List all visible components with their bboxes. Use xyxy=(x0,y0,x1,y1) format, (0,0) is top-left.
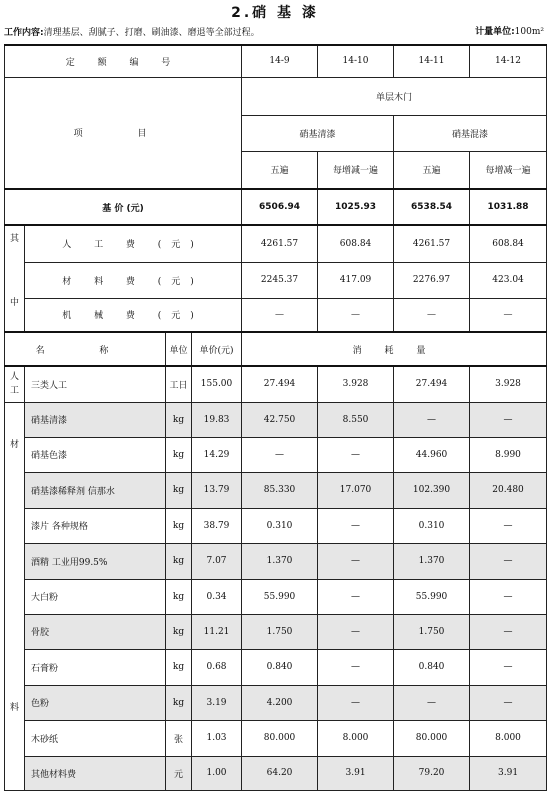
resource-qty: 80.000 xyxy=(394,720,470,756)
cost-value: 2245.37 xyxy=(242,262,318,298)
cost-label: 人 工 费 (元) xyxy=(25,225,242,262)
resource-unit: kg xyxy=(166,685,192,720)
resource-qty: 3.928 xyxy=(318,366,394,402)
resource-qty: 1.370 xyxy=(242,543,318,579)
resource-unit: 张 xyxy=(166,720,192,756)
cost-row-machine xyxy=(5,298,547,332)
page-title: 2.硝 基 漆 xyxy=(231,5,319,21)
resource-qty: 42.750 xyxy=(242,402,318,437)
resource-qty: 0.310 xyxy=(394,508,470,543)
resource-name: 硝基色漆 xyxy=(25,437,166,472)
material-row xyxy=(5,614,547,649)
resource-qty: — xyxy=(318,614,394,649)
resource-name: 三类人工 xyxy=(25,366,166,402)
resource-unit: kg xyxy=(166,543,192,579)
resource-qty: 0.840 xyxy=(394,649,470,685)
resource-name: 其他材料费 xyxy=(25,756,166,790)
item-label: 项 目 xyxy=(5,77,242,189)
consumption-header-row xyxy=(5,332,547,366)
resource-price: 0.34 xyxy=(192,579,242,614)
resource-qty: — xyxy=(318,543,394,579)
cost-value: 423.04 xyxy=(470,262,547,298)
name-col-label: 名 称 xyxy=(5,332,166,366)
resource-qty: 8.990 xyxy=(470,437,547,472)
resource-qty: — xyxy=(394,402,470,437)
unit-col-label: 单位 xyxy=(166,332,192,366)
resource-qty: 8.000 xyxy=(318,720,394,756)
pass-label: 五遍 xyxy=(394,151,470,189)
resource-name: 色粉 xyxy=(25,685,166,720)
resource-price: 13.79 xyxy=(192,472,242,508)
resource-qty: 80.000 xyxy=(242,720,318,756)
resource-qty: 27.494 xyxy=(242,366,318,402)
consumption-label: 消 耗 量 xyxy=(242,332,547,366)
cost-label: 机 械 费 (元) xyxy=(25,298,242,332)
resource-unit: kg xyxy=(166,579,192,614)
material-row xyxy=(5,472,547,508)
resource-name: 木砂纸 xyxy=(25,720,166,756)
subgroup-label: 硝基混漆 xyxy=(394,115,547,151)
work-content-text: 清理基层、刮腻子、打磨、刷油漆、磨退等全部过程。 xyxy=(43,28,260,38)
measurement-unit xyxy=(475,24,544,37)
labor-category: 人工 xyxy=(5,366,25,402)
resource-qty: 64.20 xyxy=(242,756,318,790)
resource-qty: — xyxy=(318,437,394,472)
quota-code: 14-10 xyxy=(318,45,394,77)
resource-unit: kg xyxy=(166,508,192,543)
resource-name: 骨胶 xyxy=(25,614,166,649)
quota-table xyxy=(4,44,547,791)
material-category-top: 材 xyxy=(9,439,19,450)
resource-qty: 20.480 xyxy=(470,472,547,508)
resource-qty: 1.750 xyxy=(242,614,318,649)
resource-qty: — xyxy=(470,402,547,437)
material-category-bottom: 料 xyxy=(9,702,19,713)
pass-label: 每增减一遍 xyxy=(318,151,394,189)
resource-qty: — xyxy=(318,685,394,720)
resource-qty: — xyxy=(470,614,547,649)
base-price-value: 1025.93 xyxy=(318,189,394,225)
cost-value: 608.84 xyxy=(470,225,547,262)
resource-qty: 44.960 xyxy=(394,437,470,472)
material-row xyxy=(5,649,547,685)
item-group-row xyxy=(5,77,547,115)
material-category xyxy=(5,402,25,790)
resource-qty: 55.990 xyxy=(242,579,318,614)
base-price-row xyxy=(5,189,547,225)
resource-qty: 3.91 xyxy=(470,756,547,790)
qizhong-label xyxy=(5,225,25,332)
resource-qty: 8.000 xyxy=(470,720,547,756)
cost-value: 608.84 xyxy=(318,225,394,262)
cost-value: 2276.97 xyxy=(394,262,470,298)
resource-unit: 工日 xyxy=(166,366,192,402)
resource-name: 石膏粉 xyxy=(25,649,166,685)
material-row xyxy=(5,508,547,543)
resource-unit: kg xyxy=(166,614,192,649)
cost-value: 4261.57 xyxy=(242,225,318,262)
cost-value: — xyxy=(394,298,470,332)
cost-row-labor xyxy=(5,225,547,262)
base-price-value: 6538.54 xyxy=(394,189,470,225)
resource-price: 7.07 xyxy=(192,543,242,579)
resource-name: 硝基清漆 xyxy=(25,402,166,437)
resource-price: 155.00 xyxy=(192,366,242,402)
resource-name: 酒精 工业用99.5% xyxy=(25,543,166,579)
material-row xyxy=(5,720,547,756)
resource-price: 11.21 xyxy=(192,614,242,649)
resource-qty: — xyxy=(318,579,394,614)
price-col-label: 单价(元) xyxy=(192,332,242,366)
subgroup-label: 硝基清漆 xyxy=(242,115,394,151)
qizhong-top: 其 xyxy=(9,234,19,244)
resource-qty: 3.928 xyxy=(470,366,547,402)
resource-qty: 55.990 xyxy=(394,579,470,614)
quota-code-row xyxy=(5,45,547,77)
resource-qty: — xyxy=(242,437,318,472)
work-content-label: 工作内容: xyxy=(4,28,44,38)
pass-label: 每增减一遍 xyxy=(470,151,547,189)
resource-qty: 102.390 xyxy=(394,472,470,508)
resource-price: 14.29 xyxy=(192,437,242,472)
resource-qty: 79.20 xyxy=(394,756,470,790)
resource-price: 1.03 xyxy=(192,720,242,756)
resource-name: 硝基漆稀释剂 信那水 xyxy=(25,472,166,508)
material-row xyxy=(5,437,547,472)
cost-value: 4261.57 xyxy=(394,225,470,262)
material-rows xyxy=(5,402,547,790)
pass-label: 五遍 xyxy=(242,151,318,189)
group-label: 单层木门 xyxy=(242,77,547,115)
base-price-value: 6506.94 xyxy=(242,189,318,225)
measurement-unit-value: 100m² xyxy=(514,27,544,37)
resource-qty: — xyxy=(318,649,394,685)
resource-unit: kg xyxy=(166,437,192,472)
resource-qty: 0.310 xyxy=(242,508,318,543)
resource-qty: 1.750 xyxy=(394,614,470,649)
qizhong-bottom: 中 xyxy=(9,298,19,308)
cost-value: 417.09 xyxy=(318,262,394,298)
resource-price: 1.00 xyxy=(192,756,242,790)
labor-row xyxy=(5,366,547,402)
resource-qty: — xyxy=(394,685,470,720)
material-row xyxy=(5,579,547,614)
material-row xyxy=(5,402,547,437)
resource-price: 3.19 xyxy=(192,685,242,720)
resource-qty: 27.494 xyxy=(394,366,470,402)
cost-value: — xyxy=(318,298,394,332)
material-row xyxy=(5,685,547,720)
cost-value: — xyxy=(242,298,318,332)
work-content xyxy=(4,25,260,38)
resource-unit: kg xyxy=(166,472,192,508)
material-row xyxy=(5,543,547,579)
cost-label: 材 料 费 (元) xyxy=(25,262,242,298)
base-price-label: 基 价 (元) xyxy=(5,189,242,225)
resource-qty: — xyxy=(318,508,394,543)
resource-qty: 17.070 xyxy=(318,472,394,508)
resource-unit: 元 xyxy=(166,756,192,790)
resource-price: 0.68 xyxy=(192,649,242,685)
resource-qty: 8.550 xyxy=(318,402,394,437)
quota-code: 14-12 xyxy=(470,45,547,77)
resource-qty: 0.840 xyxy=(242,649,318,685)
resource-unit: kg xyxy=(166,402,192,437)
resource-price: 38.79 xyxy=(192,508,242,543)
resource-qty: — xyxy=(470,543,547,579)
resource-qty: 3.91 xyxy=(318,756,394,790)
resource-price: 19.83 xyxy=(192,402,242,437)
resource-qty: — xyxy=(470,579,547,614)
cost-value: — xyxy=(470,298,547,332)
resource-qty: 85.330 xyxy=(242,472,318,508)
resource-qty: 1.370 xyxy=(394,543,470,579)
resource-name: 大白粉 xyxy=(25,579,166,614)
resource-qty: — xyxy=(470,685,547,720)
resource-qty: 4.200 xyxy=(242,685,318,720)
resource-unit: kg xyxy=(166,649,192,685)
resource-name: 漆片 各种规格 xyxy=(25,508,166,543)
cost-row-material xyxy=(5,262,547,298)
material-row xyxy=(5,756,547,790)
quota-code: 14-11 xyxy=(394,45,470,77)
quota-code: 14-9 xyxy=(242,45,318,77)
quota-label: 定 额 编 号 xyxy=(5,45,242,77)
resource-qty: — xyxy=(470,649,547,685)
base-price-value: 1031.88 xyxy=(470,189,547,225)
resource-qty: — xyxy=(470,508,547,543)
measurement-unit-label: 计量单位: xyxy=(475,27,515,37)
